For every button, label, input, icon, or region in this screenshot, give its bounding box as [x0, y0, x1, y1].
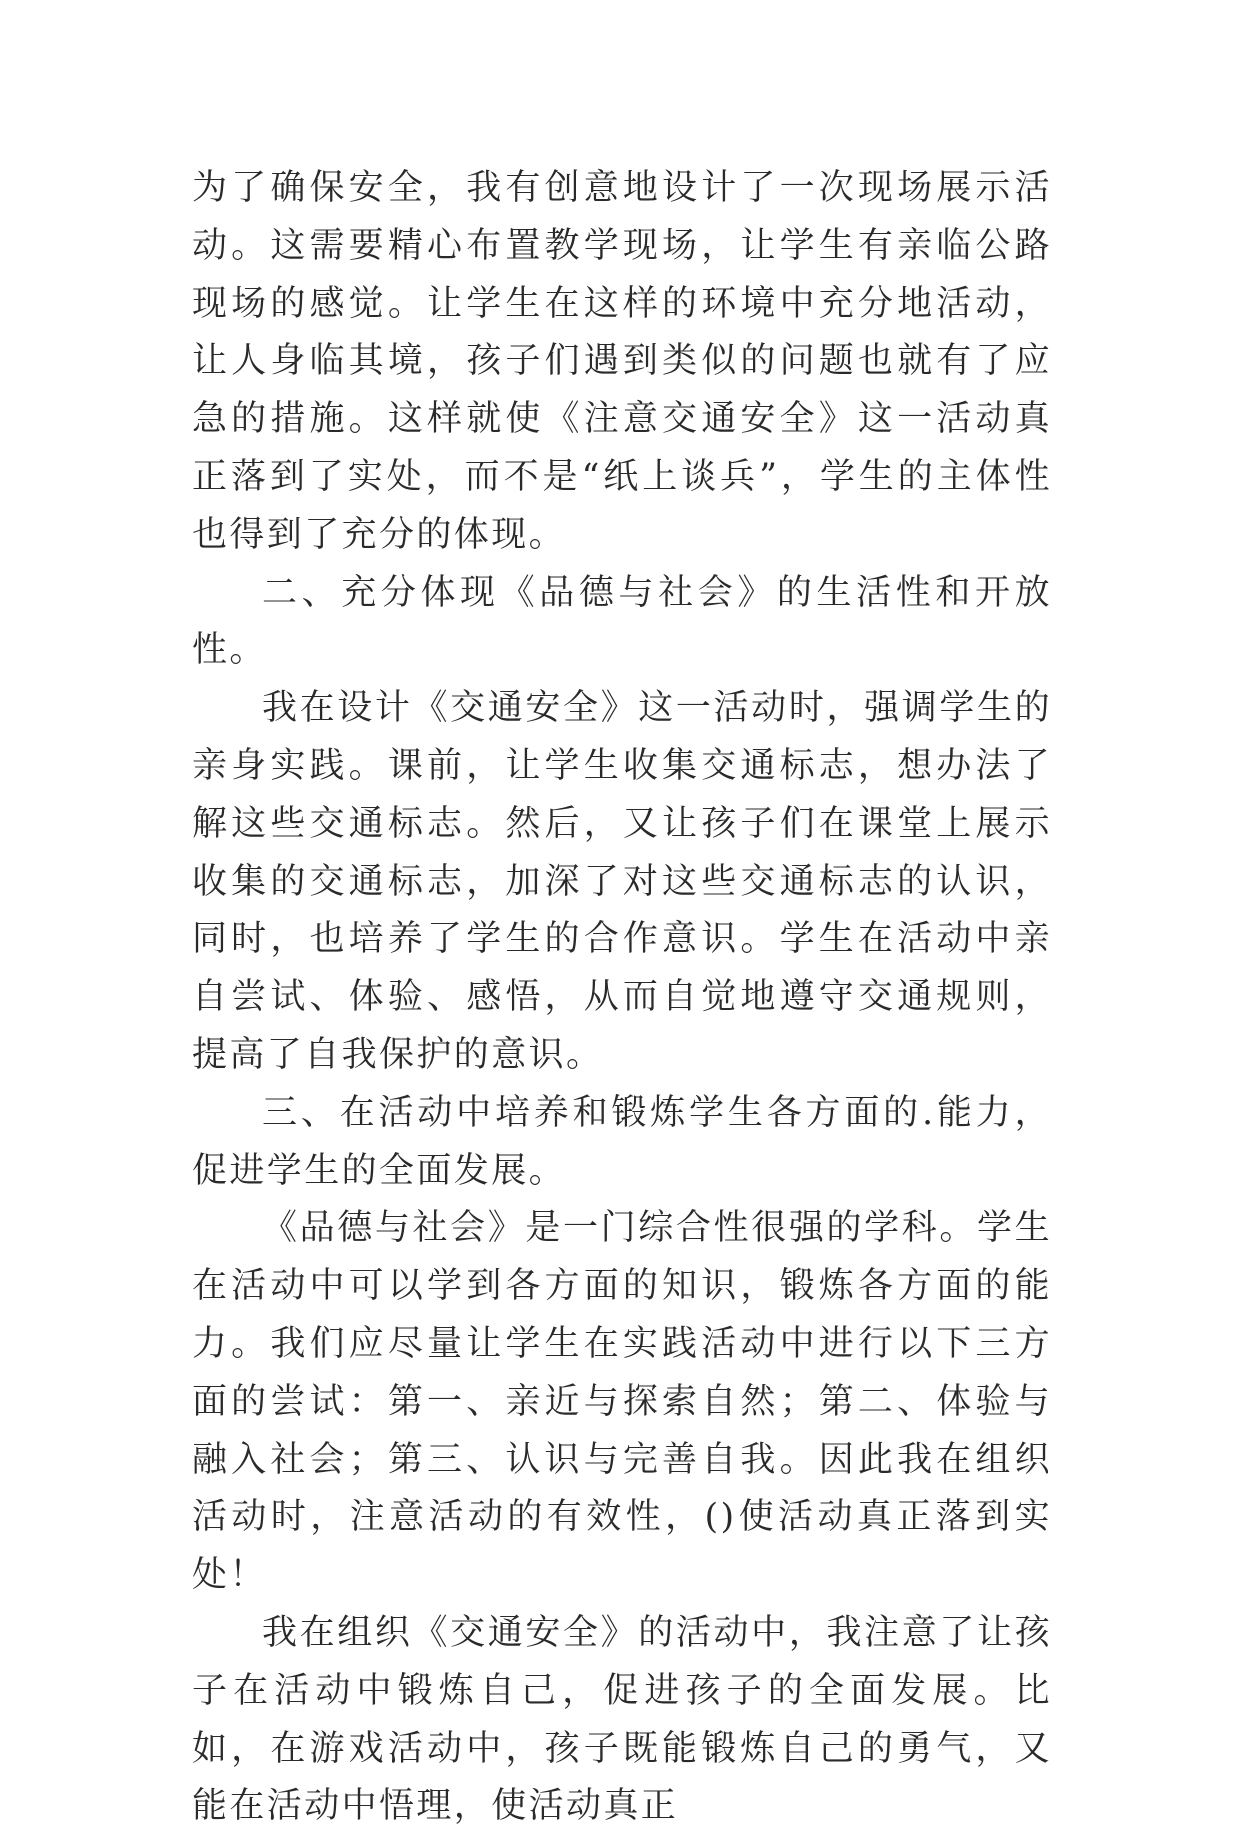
document-body [192, 160, 1052, 1836]
paragraph: 我在设计《交通安全》这一活动时，强调学生的亲身实践。课前，让学生收集交通标志，想办法了解这些交通标志。然后，又让孩子们在课堂上展示收集的交通标志，加深了对这些交通标志的认识，同时，也培养了学生的合作意识。学生在活动中亲自尝试、体验、感悟，从而自觉地遵守交通规则，提高了自我保护的意识。 [192, 688, 1052, 1075]
paragraph: 我在组织《交通安全》的活动中，我注意了让孩子在活动中锻炼自己，促进孩子的全面发展。比如，在游戏活动中，孩子既能锻炼自己的勇气，又能在活动中悟理，使活动真正 [192, 1612, 1052, 1827]
paragraph: 《品德与社会》是一门综合性很强的学科。学生在活动中可以学到各方面的知识，锻炼各方面的能力。我们应尽量让学生在实践活动中进行以下三方面的尝试：第一、亲近与探索自然；第二、体验与融入社会；第三、认识与完善自我。因此我在组织活动时，注意活动的有效性，()使活动真正落到实处！ [192, 1208, 1052, 1596]
paragraph-continued: 为了确保安全，我有创意地设计了一次现场展示活动。这需要精心布置教学现场，让学生有亲临公路现场的感觉。让学生在这样的环境中充分地活动，让人身临其境，孩子们遇到类似的问题也就有了应急的措施。这样就使《注意交通安全》这一活动真正落到了实处，而不是“纸上谈兵”，学生的主体性也得到了充分的体现。 [192, 168, 1052, 555]
section-heading-3: 三、在活动中培养和锻炼学生各方面的.能力，促进学生的全面发展。 [192, 1092, 1052, 1191]
section-heading-2: 二、充分体现《品德与社会》的生活性和开放性。 [192, 572, 1052, 671]
